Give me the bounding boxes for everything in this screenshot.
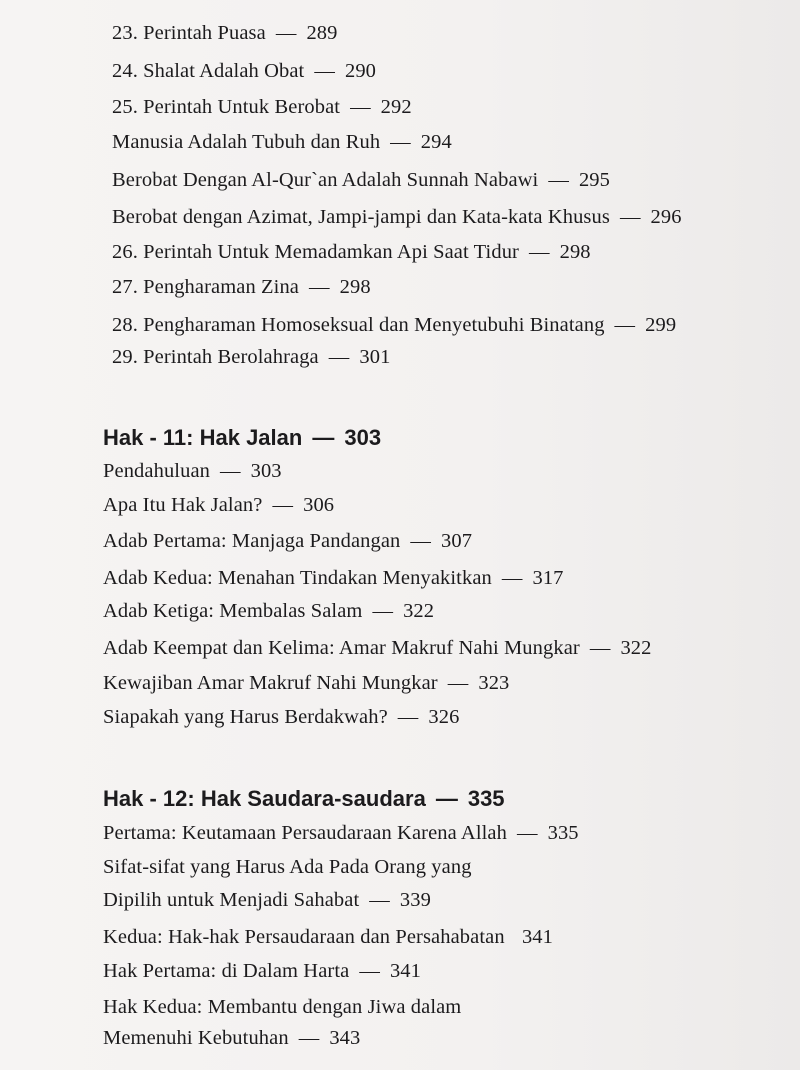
toc-entry: Adab Kedua: Menahan Tindakan Menyakitkan — 317 <box>103 567 564 589</box>
toc-entry: Memenuhi Kebutuhan — 343 <box>103 1027 361 1049</box>
toc-entry: Pendahuluan — 303 <box>103 460 282 482</box>
toc-entry: 23. Perintah Puasa — 289 <box>112 22 338 44</box>
toc-entry: 25. Perintah Untuk Berobat — 292 <box>112 96 412 118</box>
toc-entry: Sifat-sifat yang Harus Ada Pada Orang yang <box>103 856 472 878</box>
toc-entry: Berobat dengan Azimat, Jampi-jampi dan Kata-kata Khusus — 296 <box>112 206 682 228</box>
toc-entry: Hak Pertama: di Dalam Harta — 341 <box>103 960 421 982</box>
section-heading: Hak - 12: Hak Saudara-saudara — 335 <box>103 786 505 811</box>
toc-entry: 27. Pengharaman Zina — 298 <box>112 276 371 298</box>
toc-entry: Pertama: Keutamaan Persaudaraan Karena Allah — 335 <box>103 822 579 844</box>
toc-entry: Dipilih untuk Menjadi Sahabat — 339 <box>103 889 431 911</box>
toc-entry: Kewajiban Amar Makruf Nahi Mungkar — 323 <box>103 672 510 694</box>
toc-entry: 28. Pengharaman Homoseksual dan Menyetubuhi Binatang — 299 <box>112 314 677 336</box>
toc-entry: Hak Kedua: Membantu dengan Jiwa dalam <box>103 996 462 1018</box>
toc-entry: 24. Shalat Adalah Obat — 290 <box>112 60 377 82</box>
toc-entry: Siapakah yang Harus Berdakwah? — 326 <box>103 706 460 728</box>
toc-entry: Manusia Adalah Tubuh dan Ruh — 294 <box>112 131 452 153</box>
toc-entry: Apa Itu Hak Jalan? — 306 <box>103 494 335 516</box>
toc-entry: Adab Ketiga: Membalas Salam — 322 <box>103 600 435 622</box>
toc-entry: 26. Perintah Untuk Memadamkan Api Saat Tidur — 298 <box>112 241 591 263</box>
toc-entry: Berobat Dengan Al-Qur`an Adalah Sunnah Nabawi — 295 <box>112 169 611 191</box>
toc-entry: Kedua: Hak-hak Persaudaraan dan Persahabatan 341 <box>103 926 553 948</box>
toc-entry: Adab Keempat dan Kelima: Amar Makruf Nahi Mungkar — 322 <box>103 637 652 659</box>
toc-entry: 29. Perintah Berolahraga — 301 <box>112 346 391 368</box>
section-heading: Hak - 11: Hak Jalan — 303 <box>103 425 382 450</box>
toc-entry: Adab Pertama: Manjaga Pandangan — 307 <box>103 530 473 552</box>
